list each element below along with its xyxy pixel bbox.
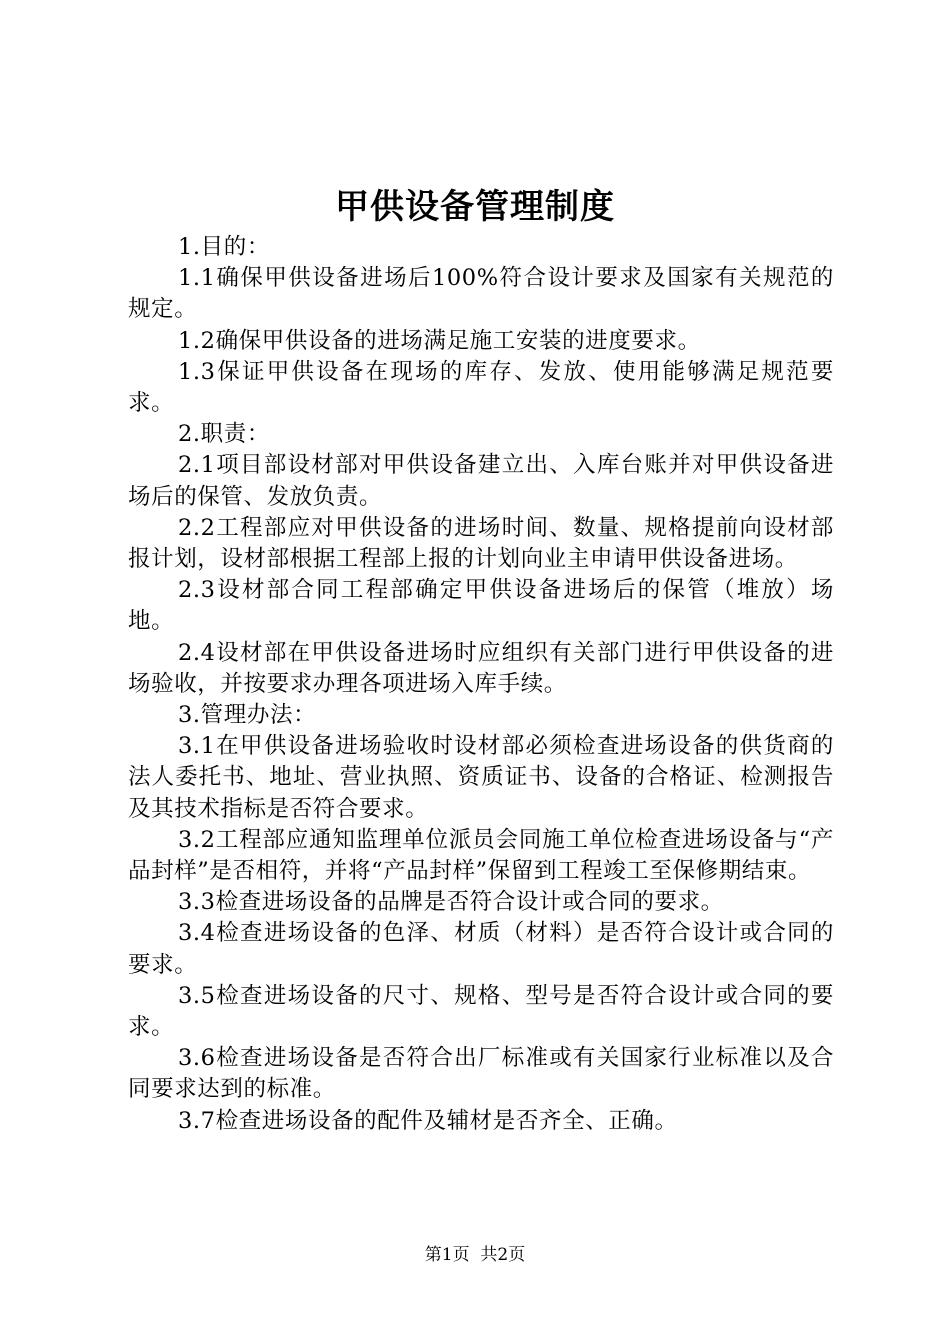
paragraph-2-4: 2.4设材部在甲供设备进场时应组织有关部门进行甲供设备的进场验收，并按要求办理各项进场入库手续。 <box>128 639 834 697</box>
paragraph-3-4: 3.4检查进场设备的色泽、材质（材料）是否符合设计或合同的要求。 <box>128 920 834 978</box>
paragraph-3-6: 3.6检查进场设备是否符合出厂标准或有关国家行业标准以及合同要求达到的标准。 <box>128 1045 834 1103</box>
paragraph-2-3: 2.3设材部合同工程部确定甲供设备进场后的保管（堆放）场地。 <box>128 577 834 635</box>
section-heading-management: 3.管理办法： <box>178 702 317 729</box>
paragraph-3-3: 3.3检查进场设备的品牌是否符合设计或合同的要求。 <box>178 889 724 916</box>
paragraph-1-3: 1.3保证甲供设备在现场的库存、发放、使用能够满足规范要求。 <box>128 358 834 417</box>
paragraph-2-2: 2.2工程部应对甲供设备的进场时间、数量、规格提前向设材部报计划，设材部根据工程部上报的计划向业主申请甲供设备进场。 <box>128 514 834 573</box>
paragraph-3-1: 3.1在甲供设备进场验收时设材部必须检查进场设备的供货商的法人委托书、地址、营业执照、资质证书、设备的合格证、检测报告及其技术指标是否符合要求。 <box>128 733 834 822</box>
paragraph-1-2: 1.2确保甲供设备的进场满足施工安装的进度要求。 <box>178 327 701 354</box>
paragraph-3-5: 3.5检查进场设备的尺寸、规格、型号是否符合设计或合同的要求。 <box>128 982 834 1041</box>
document-body <box>128 232 834 1137</box>
paragraph-2-1: 2.1项目部设材部对甲供设备建立出、入库台账并对甲供设备进场后的保管、发放负责。 <box>128 452 834 510</box>
page-number-footer: 第1页 共2页 <box>424 1245 526 1265</box>
section-heading-purpose: 1.目的： <box>178 234 270 260</box>
paragraph-1-1: 1.1确保甲供设备进场后100%符合设计要求及国家有关规范的规定。 <box>128 265 834 323</box>
document-title: 甲供设备管理制度 <box>335 187 615 227</box>
paragraph-3-7: 3.7检查进场设备的配件及辅材是否齐全、正确。 <box>178 1107 678 1134</box>
paragraph-3-2: 3.2工程部应通知监理单位派员会同施工单位检查进场设备与“产品封样”是否相符，并将“产品封样”保留到工程竣工至保修期结束。 <box>128 826 834 885</box>
section-heading-responsibilities: 2.职责： <box>178 421 270 448</box>
